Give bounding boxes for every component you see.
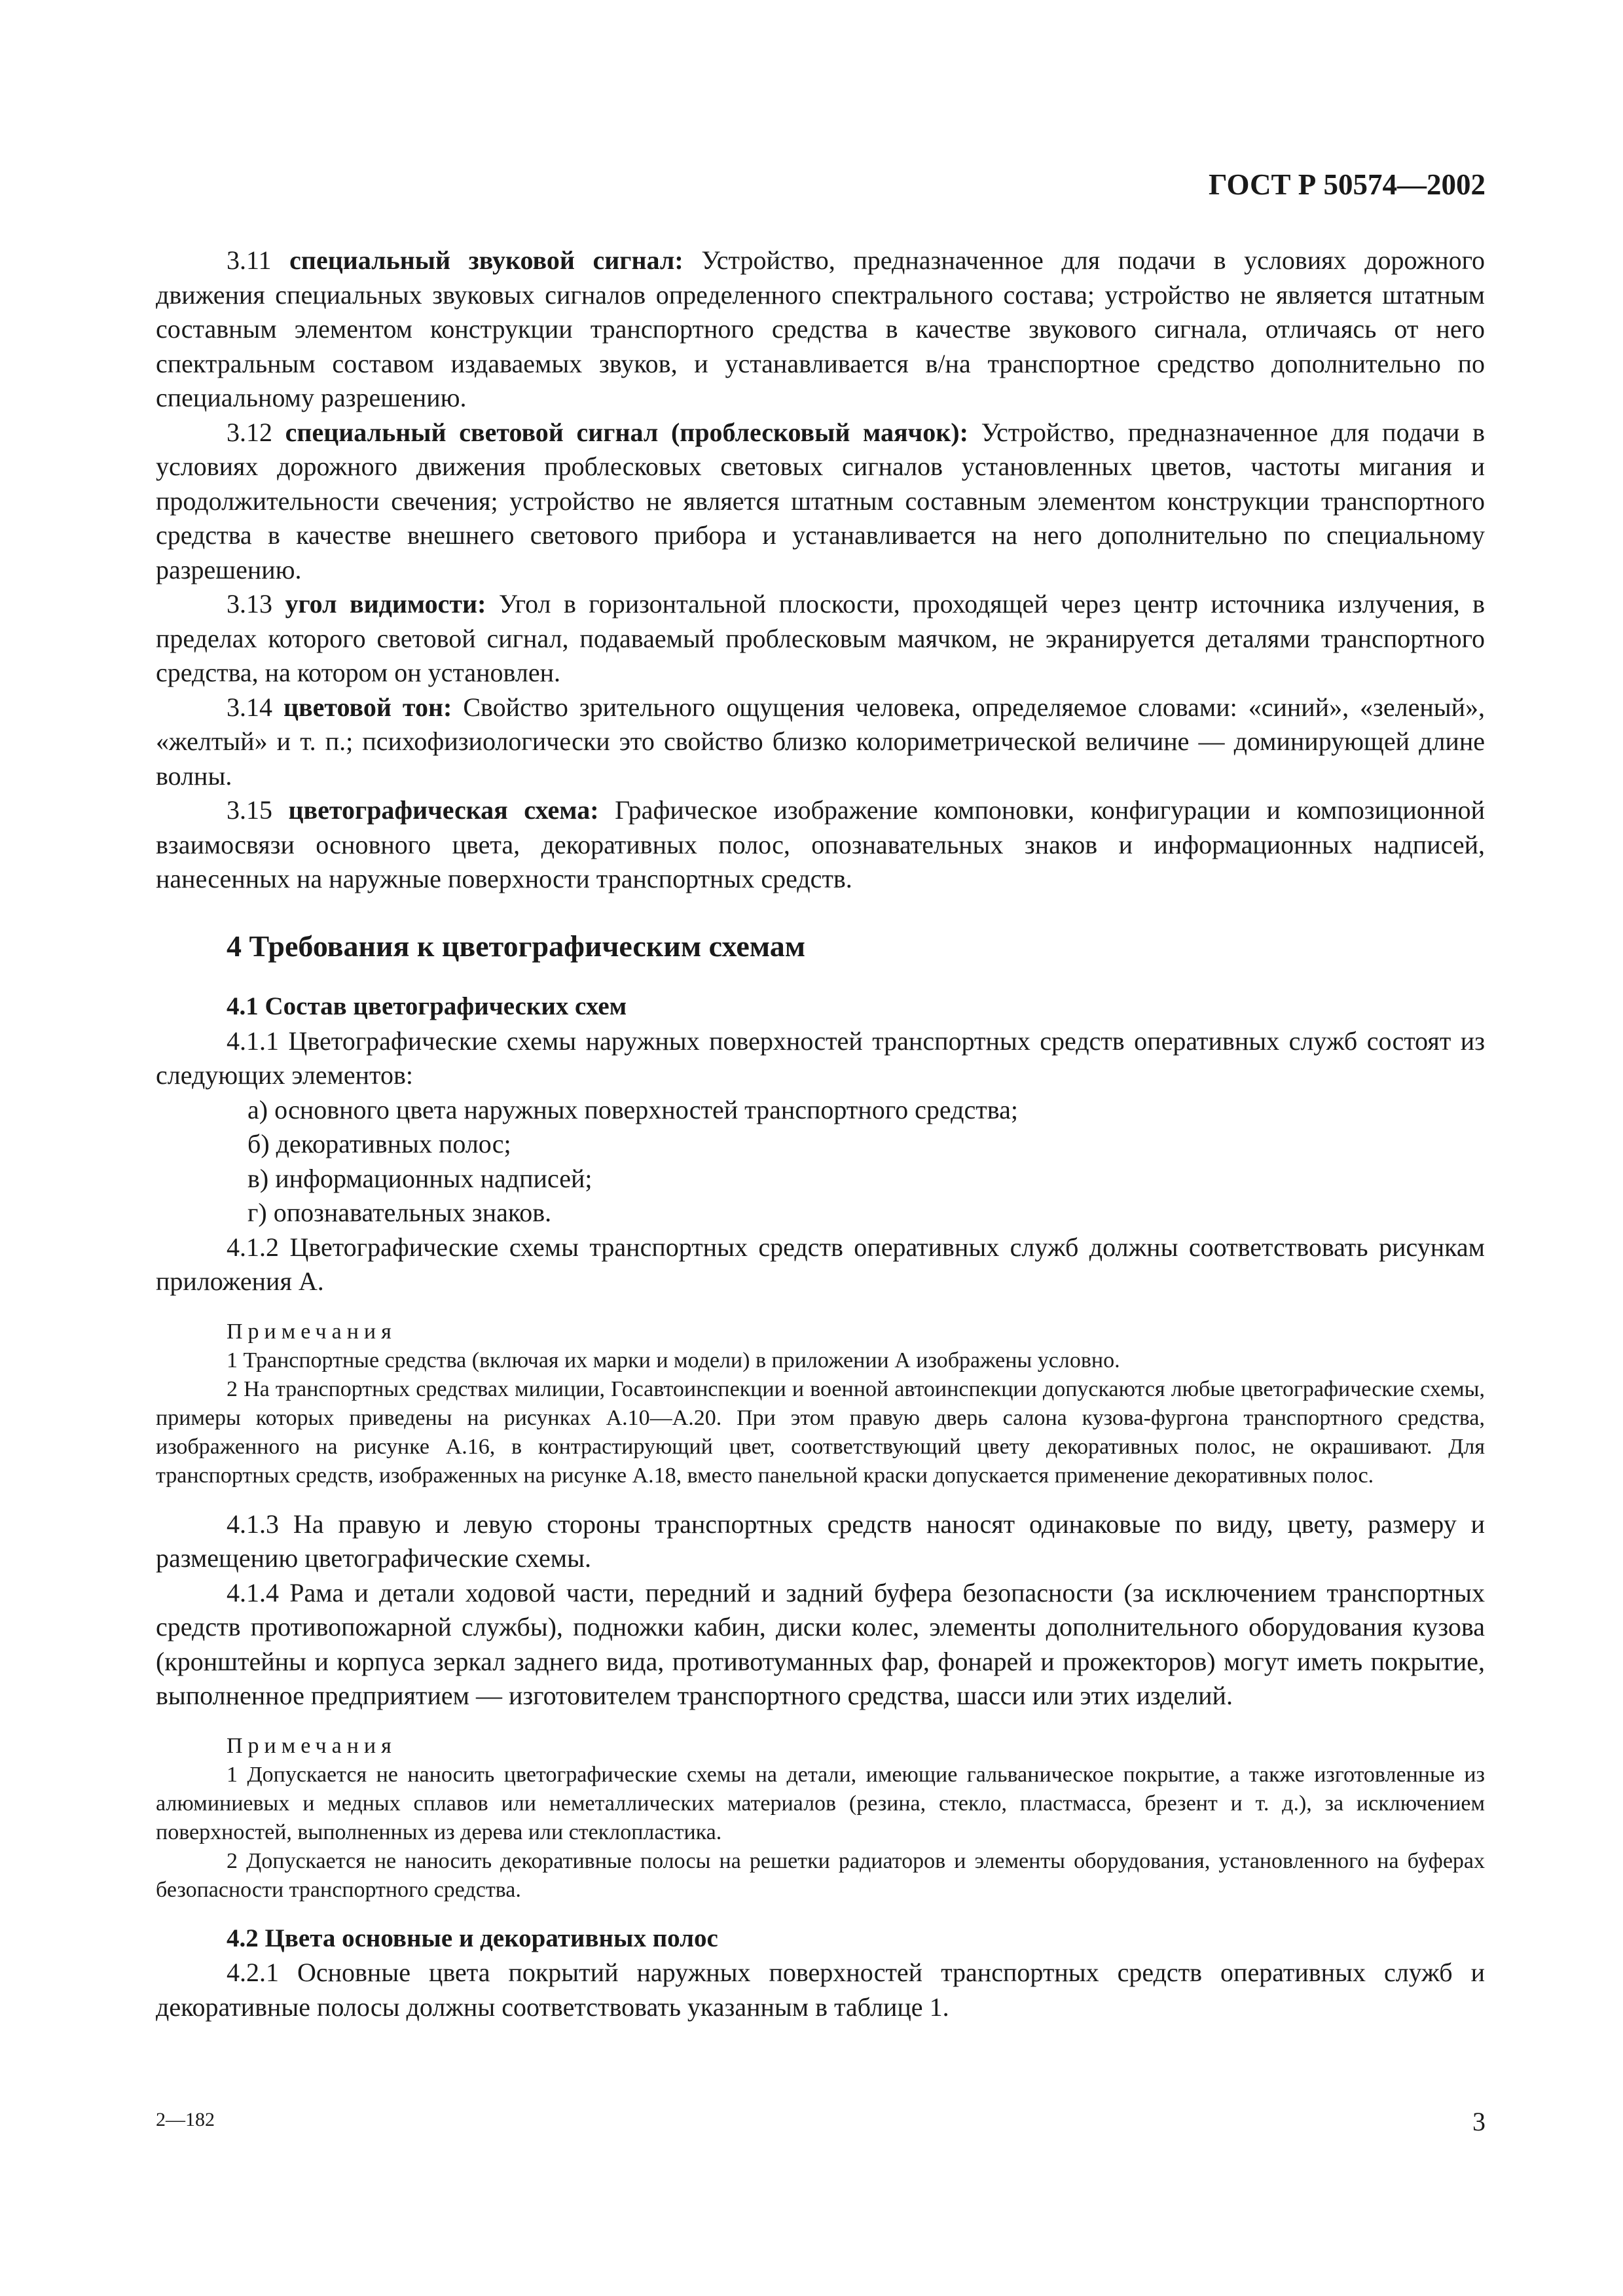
page-body [156,243,1485,2024]
term: цветографическая схема: [288,795,599,825]
term: цветовой тон: [283,692,452,722]
notes-block [156,1732,1485,1905]
subsection-title: 4.2 Цвета основные и декоративных полос [227,1924,718,1952]
section-title: 4 Требования к цветографическим схемам [227,929,806,963]
document-number: ГОСТ Р 50574—2002 [1208,168,1486,201]
paragraph-4-2-1: 4.2.1 Основные цвета покрытий наружных поверхностей транспортных средств оперативных служб и декоративные полосы должны соответствовать указанным в таблице 1. [156,1958,1485,2022]
list-item: а) основного цвета наружных поверхностей транспортного средства; [247,1094,1018,1124]
definition-3-11: 3.11 специальный звуковой сигнал: Устройство, предназначенное для подачи в условиях дорожного движения специальных звуковых сигналов определенного спектрального состава; устройство не является штатным составным элементом конструкции транспортного средства в качестве звукового сигнала, отличаясь от него спектральным составом издаваемых звуков, и устанавливается в/на транспортное средство дополнительно по специальному разрешению. [156,245,1486,412]
definition-3-15: 3.15 цветографическая схема: Графическое изображение компоновки, конфигурации и композиционной взаимосвязи основного цвета, декоративных полос, опознавательных знаков и информационных надписей, нанесенных на наружные поверхности транспортных средств. [156,795,1486,893]
term: угол видимости: [285,589,486,619]
note-item: 2 Допускается не наносить декоративные полосы на решетки радиаторов и элементы оборудования, установленного на буферах безопасности транспортного средства. [156,1848,1485,1902]
term: специальный световой сигнал (проблесковый маячок): [285,417,968,447]
print-code: 2—182 [156,2109,215,2130]
definition-3-13: 3.13 угол видимости: Угол в горизонтальной плоскости, проходящей через центр источника излучения, в пределах которого световой сигнал, подаваемый проблесковым маячком, не экранируется деталями транспортного средства, на котором он установлен. [156,589,1486,687]
note-item: 2 На транспортных средствах милиции, Госавтоинспекции и военной автоинспекции допускаются любые цветографические схемы, примеры которых приведены на рисунках А.10—А.20. При этом правую дверь салона кузова-фургона транспортного средства, изображенного на рисунке А.16, в контрастирующий цвет, соответствующий цвету декоративных полос, не окрашивают. Для транспортных средств, изображенных на рисунке А.18, вместо панельной краски допускается применение декоративных полос. [156,1376,1485,1488]
definition-3-12: 3.12 специальный световой сигнал (проблесковый маячок): Устройство, предназначенное для подачи в условиях дорожного движения проблесковых световых сигналов установленных цветов, частоты мигания и продолжительности свечения; устройство не является штатным составным элементом конструкции транспортного средства в качестве внешнего светового прибора и устанавливается на него дополнительно по специальному разрешению. [156,417,1485,584]
list-item: г) опознавательных знаков. [247,1198,552,1227]
note-item: 1 Допускается не наносить цветографические схемы на детали, имеющие гальваническое покрытие, а также изготовленные из алюминиевых и медных сплавов или неметаллических материалов (резина, стекло, пластмасса, брезент и т. д.), за исключением поверхностей, выполненных из дерева или стеклопластика. [156,1762,1485,1844]
note-item: 1 Транспортные средства (включая их марки и модели) в приложении А изображены условно. [227,1348,1120,1372]
list-item: в) информационных надписей; [247,1163,593,1193]
paragraph-4-1-4: 4.1.4 Рама и детали ходовой части, передний и задний буфера безопасности (за исключением транспортных средств противопожарной службы), подножки кабин, диски колес, элементы дополнительного оборудования кузова (кронштейны и корпуса зеркал заднего вида, противотуманных фар, фонарей и прожекторов) могут иметь покрытие, выполненное предприятием — изготовителем транспортного средства, шасси или этих изделий. [156,1577,1485,1710]
paragraph-4-1-2: 4.1.2 Цветографические схемы транспортных средств оперативных служб должны соответствовать рисункам приложения А. [156,1232,1485,1296]
term: специальный звуковой сигнал: [289,245,684,275]
notes-block [156,1318,1485,1490]
page-number: 3 [1472,2107,1486,2136]
subsection-title: 4.1 Состав цветографических схем [227,992,627,1020]
notes-heading: Примечания [227,1319,397,1344]
notes-heading: Примечания [227,1733,397,1758]
list-item: б) декоративных полос; [247,1129,511,1158]
paragraph-4-1-1: 4.1.1 Цветографические схемы наружных поверхностей транспортных средств оперативных служб состоят из следующих элементов: [156,1026,1485,1090]
definition-3-14: 3.14 цветовой тон: Свойство зрительного ощущения человека, определяемое словами: «синий», «зеленый», «желтый» и т. п.; психофизиологически это свойство близко колориметрической величине — доминирующей длине волны. [156,692,1486,791]
paragraph-4-1-3: 4.1.3 На правую и левую стороны транспортных средств наносят одинаковые по виду, цвету, размеру и размещению цветографические схемы. [156,1509,1485,1573]
